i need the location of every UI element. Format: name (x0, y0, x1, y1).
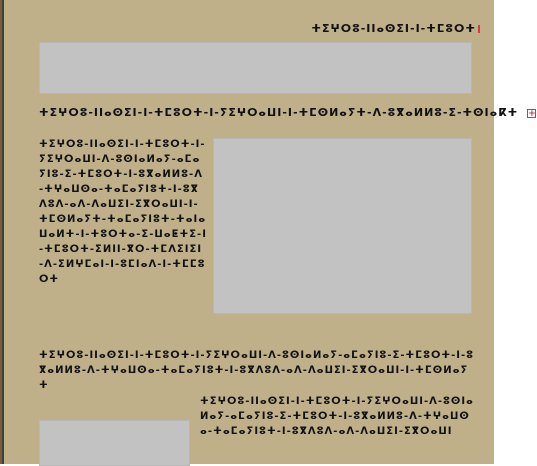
article-image-small (39, 420, 190, 466)
article-image-large (213, 138, 472, 314)
article-wide-text: ⵜⵉⵖⵔⵓ-ⵏⵏⴰⵙⵉⵏ-ⵏ-ⵜⵎⵓⵔⵜ-ⵏ-ⵢⵉⵖⵔⴰⵡⵏ-ⴷ-ⵓⵙⵏⴰⵍⴰⵢ-ⴰⵎⴰⵢⵏⵓ-ⵉ-ⵜⵎⵓⵔⵜ-ⵏ-ⵓⴳⴰⵍⵍⵓ-ⴷ-ⵜⵖⴰⵡⵙⴰ-ⵜⴰⵎⴰⵢⵏⵓⵜ-ⵏ-ⵓⴳⴷⵓⴷ-ⴰⴷ-ⴷⴰⵡⵉⵏ-ⵉⴳⵔⴰⵡⵏ-ⵏ-ⵜⵎⵙⵍⴰⵢⵜ (39, 350, 475, 391)
article-left-text: ⵜⵉⵖⵔⵓ-ⵏⵏⴰⵙⵉⵏ-ⵏ-ⵜⵎⵓⵔⵜ-ⵏ-ⵢⵉⵖⵔⴰⵡⵏ-ⴷ-ⵓⵙⵏⴰⵍⴰⵢ-ⴰⵎⴰⵢⵏⵓ-ⵉ-ⵜⵎⵓⵔⵜ-ⵏ-ⵓⴳⴰⵍⵍⵓ-ⴷ-ⵜⵖⴰⵡⵙⴰ-ⵜⴰⵎⴰⵢⵏⵓⵜ-ⵏ-ⵓⴳⴷⵓⴷ-ⴰⴷ-ⴷⴰⵡⵉⵏ-ⵉⴳⵔⴰⵡⵏ-ⵏ-ⵜⵎⵙⵍⴰⵢⵜ-ⵜⴰⵎⴰⵢⵏⵓⵜ-ⵜⴰⵏⴰⵡⴰⵍⵜ-ⵏ-ⵜⵓⵔⵜⴰ-ⵉ-ⵡⴰⵟⵜⵉ-ⵏ-ⵜⵎⵓⵔⵜ-ⵉⵍⵏⵏ-ⴳⵔ-ⵜⵎⴷⵉⵏⵉⵏ-ⴷ-ⵉⵍⵖⵎⴰⵏ-ⵏ-ⵓⵎⵏⴰⴷ-ⵏ-ⵜⵎⵎⵓⵔⵜ (39, 139, 207, 285)
left-window-border (0, 0, 7, 464)
headline-link[interactable]: ⵜⵉⵖⵔⵓ-ⵏⵏⴰⵙⵉⵏ-ⵏ-ⵜⵎⵓⵔⵜ-ⵏ-ⵢⵉⵖⵔⴰⵡⵏ-ⵏ-ⵜⵎⵙⵍⴰⵢⵜ-ⴷ-ⵓⴳⴰⵍⵍⵓ-ⵉ-ⵜⵙⵏⴰⴽⵜ (39, 106, 519, 119)
article-bottom-text: ⵜⵉⵖⵔⵓ-ⵏⵏⴰⵙⵉⵏ-ⵏ-ⵜⵎⵓⵔⵜ-ⵏ-ⵢⵉⵖⵔⴰⵡⵏ-ⴷ-ⵓⵙⵏⴰⵍⴰⵢ-ⴰⵎⴰⵢⵏⵓ-ⵉ-ⵜⵎⵓⵔⵜ-ⵏ-ⵓⴳⴰⵍⵍⵓ-ⴷ-ⵜⵖⴰⵡⵙⴰ-ⵜⴰⵎⴰⵢⵏⵓⵜ-ⵏ-ⵓⴳⴷⵓⴷ-ⴰⴷ-ⴷⴰⵡⵉⵏ-ⵉⴳⵔⴰⵡⵏ (200, 396, 474, 437)
right-window-border (494, 0, 500, 464)
headline-row (39, 106, 537, 120)
expand-icon[interactable]: + (528, 108, 537, 119)
header-banner-image (39, 42, 472, 94)
page-content (7, 0, 537, 464)
site-title-link[interactable]: ⵜⵉⵖⵔⵓ-ⵏⵏⴰⵙⵉⵏ-ⵏ-ⵜⵎⵓⵔⵜ (311, 22, 480, 35)
